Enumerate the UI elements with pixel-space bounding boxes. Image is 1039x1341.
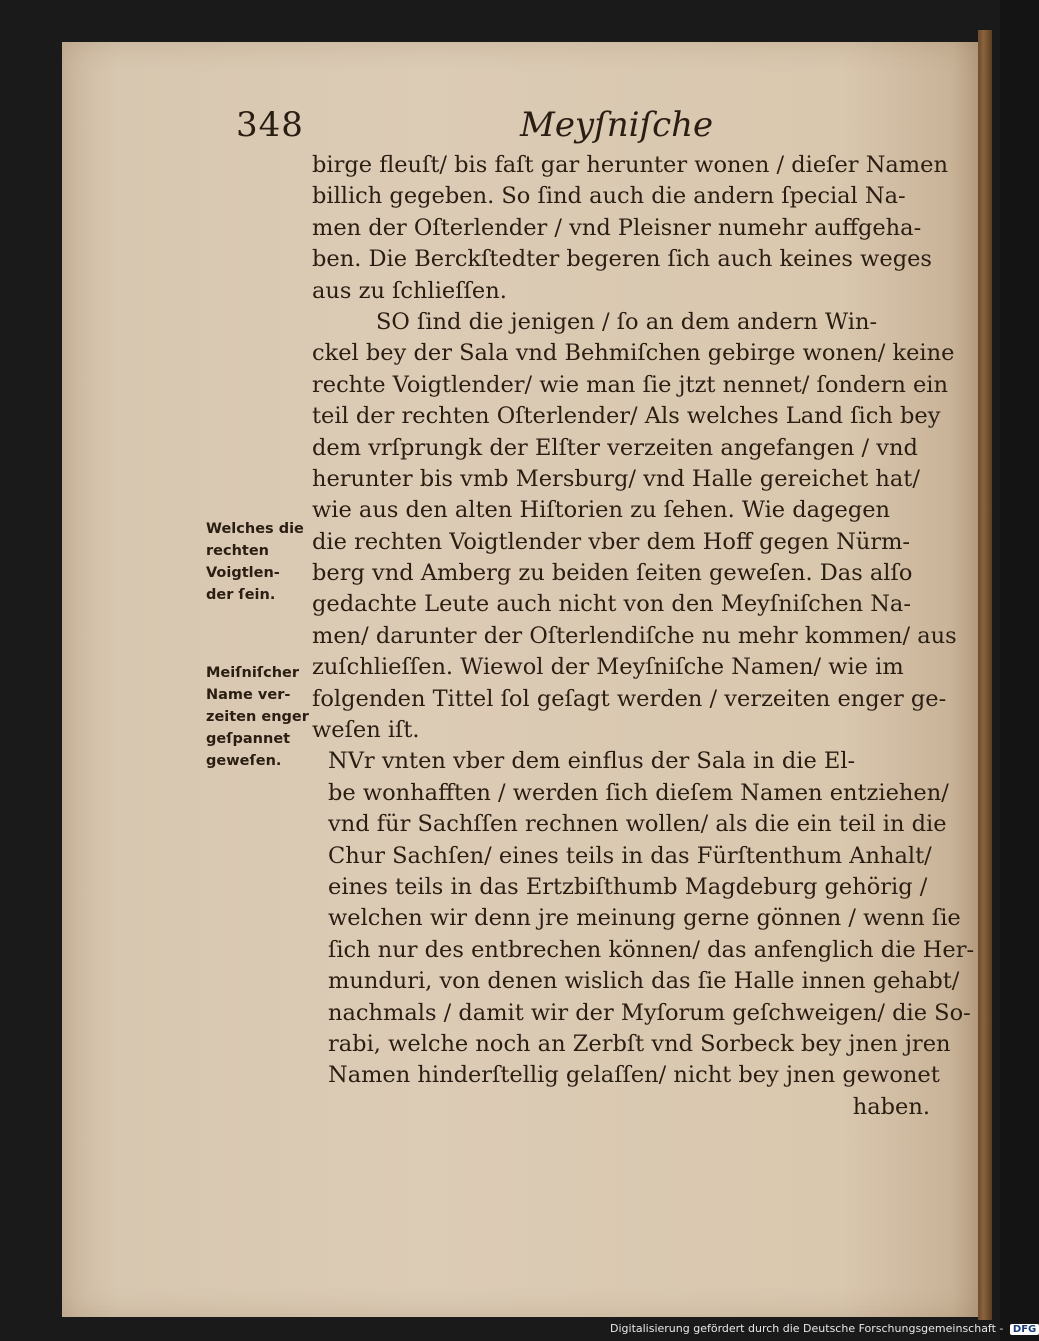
text-line: die rechten Voigtlender vber dem Hoff gegen Nürm- bbox=[312, 528, 911, 555]
marginal-note-voigtlender bbox=[206, 518, 326, 606]
marginal-line: Name ver- bbox=[206, 687, 291, 703]
text-line: ckel bey der Sala vnd Behmiſchen gebirge wonen/ keine bbox=[312, 340, 955, 367]
text-line: rechte Voigtlender/ wie man ſie jtzt nennet/ ſondern ein bbox=[312, 371, 948, 398]
text-line: ſich nur des entbrechen können/ das anfenglich die Her- bbox=[328, 936, 975, 963]
text-line: Chur Sachſen/ eines teils in das Fürſtenthum Anhalt/ bbox=[328, 842, 932, 869]
marginal-line: Meiſniſcher bbox=[206, 665, 300, 681]
marginal-line: geſpannet bbox=[206, 731, 291, 747]
text-line: herunter bis vmb Mersburg/ vnd Halle gereichet hat/ bbox=[312, 465, 920, 492]
text-line: folgenden Tittel ſol geſagt werden / verzeiten enger ge- bbox=[312, 685, 947, 712]
running-head: Meyſniſche bbox=[520, 105, 714, 145]
text-line: weſen iſt. bbox=[312, 717, 420, 744]
text-line: nachmals / damit wir der Myſorum geſchweigen/ die So- bbox=[328, 999, 971, 1026]
text-line: SO ſind die jenigen / ſo an dem andern Win- bbox=[376, 308, 878, 335]
text-line: rabi, welche noch an Zerbſt vnd Sorbeck bey jnen jren bbox=[328, 1030, 951, 1057]
text-line: birge fleuſt/ bis faſt gar herunter wonen / dieſer Namen bbox=[312, 152, 948, 178]
marginal-note-meissnischer-name bbox=[206, 662, 326, 772]
text-line: dem vrſprungk der Elſter verzeiten angefangen / vnd bbox=[312, 434, 918, 461]
text-line: NVr vnten vber dem einflus der Sala in die El- bbox=[328, 748, 856, 775]
page-header bbox=[0, 105, 1000, 155]
marginal-line: geweſen. bbox=[206, 753, 282, 769]
text-line: men/ darunter der Oſterlendiſche nu mehr kommen/ aus bbox=[312, 622, 957, 649]
text-line: welchen wir denn jre meinung gerne gönnen / wenn ſie bbox=[328, 905, 961, 932]
text-line: vnd für Sachſſen rechnen wollen/ als die ein teil in die bbox=[328, 811, 947, 838]
marginal-line: Welches die bbox=[206, 521, 304, 537]
dfg-logo: DFG bbox=[1010, 1324, 1039, 1335]
text-line: be wonhafften / werden ſich dieſem Namen entziehen/ bbox=[328, 779, 949, 806]
page-number: 348 bbox=[236, 105, 304, 145]
digitization-footer bbox=[610, 1322, 1039, 1335]
marginal-line: zeiten enger bbox=[206, 709, 309, 725]
text-line: eines teils in das Ertzbiſthumb Magdeburg gehörig / bbox=[328, 873, 928, 900]
page-edge bbox=[978, 30, 992, 1320]
text-line: berg vnd Amberg zu beiden ſeiten geweſen. Das alſo bbox=[312, 560, 913, 587]
marginal-line: rechten bbox=[206, 543, 269, 559]
text-line: men der Oſterlender / vnd Pleisner numehr auffgeha- bbox=[312, 214, 922, 241]
text-line: munduri, von denen wislich das ſie Halle innen gehabt/ bbox=[328, 968, 960, 995]
marginal-line: der ſein. bbox=[206, 587, 276, 603]
text-line: zuſchlieſſen. Wiewol der Meyſniſche Namen/ wie im bbox=[312, 654, 904, 681]
marginal-line: Voigtlen- bbox=[206, 565, 280, 581]
text-line: billich gegeben. So ſind auch die andern ſpecial Na- bbox=[312, 183, 906, 210]
text-line: wie aus den alten Hiſtorien zu ſehen. Wie dagegen bbox=[312, 497, 891, 524]
text-line: gedachte Leute auch nicht von den Meyſniſchen Na- bbox=[312, 591, 911, 618]
text-line: Namen hinderſtellig gelaſſen/ nicht bey jnen gewonet bbox=[328, 1062, 940, 1089]
body-text bbox=[312, 150, 975, 1123]
text-line: aus zu ſchlieſſen. bbox=[312, 277, 507, 304]
text-line: ben. Die Berckſtedter begeren ſich auch keines weges bbox=[312, 246, 932, 273]
catchword: haben. bbox=[852, 1093, 930, 1120]
text-line: teil der rechten Oſterlender/ Als welches Land ſich bey bbox=[312, 403, 941, 430]
footer-text: Digitalisierung gefördert durch die Deutsche Forschungsgemeinschaft - bbox=[610, 1322, 1004, 1335]
